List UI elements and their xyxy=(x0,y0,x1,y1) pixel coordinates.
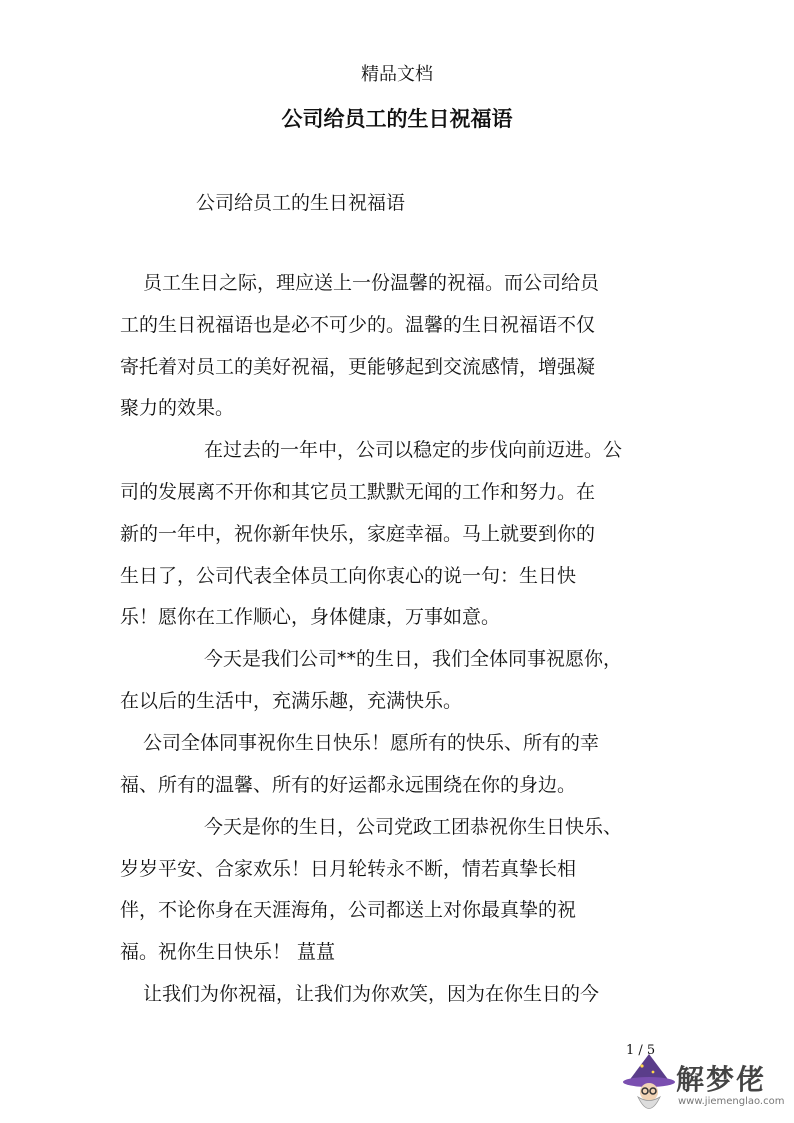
body-line: 寄托着对员工的美好祝福，更能够起到交流感情，增强凝 xyxy=(120,356,596,378)
body-line: 岁岁平安、合家欢乐！日月轮转永不断，情若真挚长相 xyxy=(120,858,577,880)
body-line: 福、所有的温馨、所有的好运都永远围绕在你的身边。 xyxy=(120,774,577,796)
body-line: 生日了，公司代表全体员工向你衷心的说一句：生日快 xyxy=(120,565,577,587)
body-line: 新的一年中，祝你新年快乐，家庭幸福。马上就要到你的 xyxy=(120,523,596,545)
body-line: 工的生日祝福语也是必不可少的。温馨的生日祝福语不仅 xyxy=(120,314,596,336)
body-line: 公司全体同事祝你生日快乐！愿所有的快乐、所有的幸 xyxy=(143,732,600,754)
body-line: 今天是你的生日，公司党政工团恭祝你生日快乐、 xyxy=(204,816,623,838)
watermark-logo xyxy=(620,1052,794,1123)
body-line: 员工生日之际，理应送上一份温馨的祝福。而公司给员 xyxy=(143,272,600,294)
body-line: 在以后的生活中，充满乐趣，充满快乐。 xyxy=(120,690,463,712)
body-line: 乐！愿你在工作顺心，身体健康，万事如意。 xyxy=(120,606,501,628)
body-line: 在过去的一年中，公司以稳定的步伐向前迈进。公 xyxy=(204,439,623,461)
document-title: 公司给员工的生日祝福语 xyxy=(281,106,513,131)
wizard-logo-icon xyxy=(620,1052,678,1123)
body-line: 聚力的效果。 xyxy=(120,397,235,419)
page-number: 1 / 5 xyxy=(626,1043,656,1058)
body-line: 司的发展离不开你和其它员工默默无闻的工作和努力。在 xyxy=(120,481,596,503)
body-line: 今天是我们公司**的生日，我们全体同事祝愿你， xyxy=(204,648,623,670)
watermark-name: 解梦佬 xyxy=(676,1063,767,1096)
watermark-url: www.jiemenglao.com xyxy=(678,1096,785,1107)
body-line: 让我们为你祝福，让我们为你欢笑，因为在你生日的今 xyxy=(143,983,600,1005)
header-label: 精品文档 xyxy=(361,64,433,85)
body-line: 福。祝你生日快乐！ 蒀蒀 xyxy=(120,941,336,963)
body-line: 伴，不论你身在天涯海角，公司都送上对你最真挚的祝 xyxy=(120,899,577,921)
section-subtitle: 公司给员工的生日祝福语 xyxy=(196,192,406,214)
